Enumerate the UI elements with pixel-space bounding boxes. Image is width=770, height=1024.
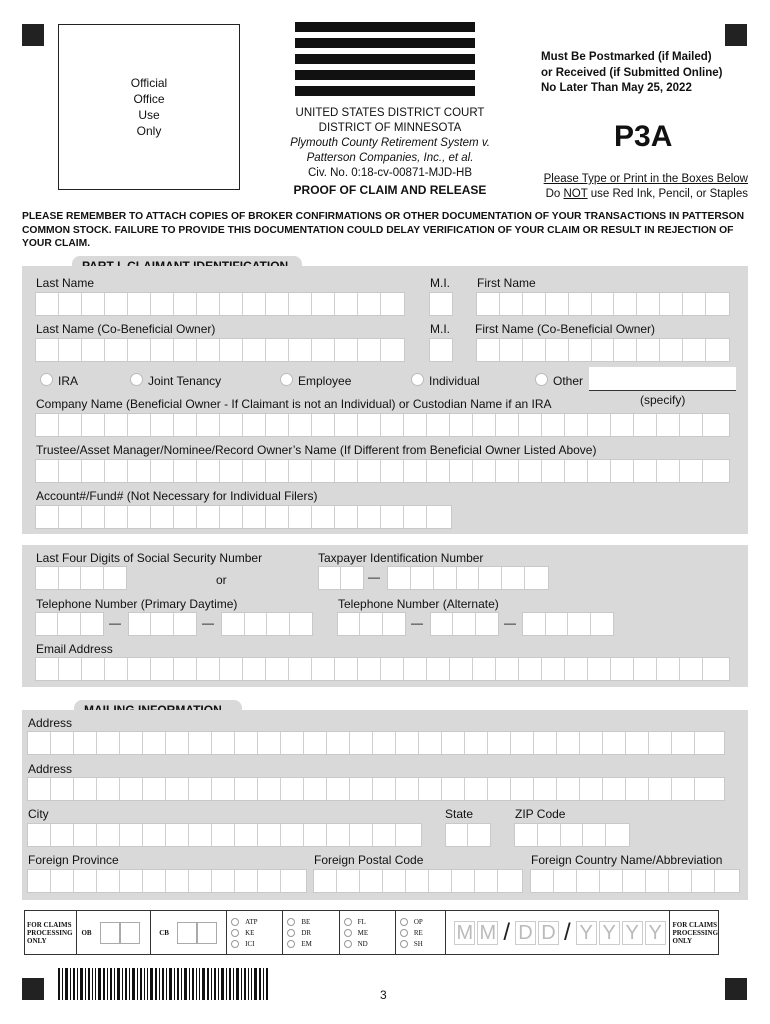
foreign-country-input[interactable] [530, 869, 740, 893]
radio-joint-tenancy[interactable] [130, 373, 143, 386]
code-checkbox[interactable] [231, 918, 239, 926]
phone-dash: — [109, 616, 121, 630]
date-slash: / [503, 918, 510, 946]
processing-label-right: FOR CLAIMS PROCESSING ONLY [672, 920, 719, 945]
mi-input[interactable] [429, 292, 453, 316]
code-label: OP [413, 917, 423, 926]
cb-label: CB [159, 928, 169, 937]
documentation-warning: PLEASE REMEMBER TO ATTACH COPIES OF BROKER CONFIRMATIONS OR OTHER DOCUMENTATION OF YOUR TRANSACTIONS IN PATTERSON COMMON STOCK. FAILURE TO PROVIDE THIS DOCUMENTATION COULD DELAY VERIFICATION OF YOUR CLAIM OR RESULT IN REJECTION OF YOUR CLAIM. [22, 211, 745, 249]
phone-alt-area[interactable] [337, 612, 406, 636]
case-caption-2: Patterson Companies, Inc., et al. [306, 152, 474, 164]
phone-alt-prefix[interactable] [430, 612, 499, 636]
code-checkbox[interactable] [400, 940, 408, 948]
registration-mark-bottom-left [22, 978, 44, 1000]
foreign-country-label: Foreign Country Name/Abbreviation [531, 853, 723, 867]
phone-dash: — [202, 616, 214, 630]
print-instruction-line: Please Type or Print in the Boxes Below [543, 173, 748, 185]
code-checkbox[interactable] [231, 940, 239, 948]
date-placeholder: Y [576, 921, 597, 945]
phone-alt-line[interactable] [522, 612, 614, 636]
date-placeholder: Y [645, 921, 666, 945]
code-label: ND [357, 939, 368, 948]
postmark-line: Must Be Postmarked (if Mailed) [541, 51, 712, 63]
tin-prefix-input[interactable] [318, 566, 364, 590]
address1-label: Address [28, 716, 73, 730]
company-name-label: Company Name (Beneficial Owner - If Claimant is not an Individual) or Custodian Name if an IRA [36, 397, 552, 411]
address2-input[interactable] [27, 777, 725, 801]
ob-cell [77, 911, 151, 954]
address1-input[interactable] [27, 731, 725, 755]
code-checkbox[interactable] [287, 918, 295, 926]
code-checkbox[interactable] [344, 929, 352, 937]
radio-joint-tenancy-label: Joint Tenancy [148, 374, 222, 388]
print-instruction-not: NOT [563, 188, 588, 200]
foreign-postal-label: Foreign Postal Code [314, 853, 424, 867]
mi-label: M.I. [430, 276, 450, 290]
ob-box[interactable] [100, 922, 120, 944]
phone-dash: — [504, 616, 516, 630]
court-heading [262, 106, 518, 198]
ob-box[interactable] [120, 922, 140, 944]
code-label: BE [301, 917, 311, 926]
code-column-4 [396, 911, 446, 954]
code-checkbox[interactable] [400, 918, 408, 926]
foreign-province-input[interactable] [27, 869, 307, 893]
radio-employee[interactable] [280, 373, 293, 386]
radio-ira-label: IRA [58, 374, 79, 388]
trustee-label: Trustee/Asset Manager/Nominee/Record Owner’s Name (If Different from Beneficial Owner Listed Above) [36, 443, 597, 457]
code-label: DR [301, 928, 312, 937]
date-placeholder: M [477, 921, 498, 945]
code-checkbox[interactable] [231, 929, 239, 937]
processing-label-left: FOR CLAIMS PROCESSING ONLY [25, 911, 77, 954]
first-name-label: First Name [477, 276, 536, 290]
office-use-line: Office [133, 92, 165, 106]
date-slash: / [563, 918, 571, 946]
form-code: P3A [614, 120, 673, 153]
code-column-1 [227, 911, 283, 954]
postmark-notice [541, 50, 722, 97]
code-checkbox[interactable] [344, 940, 352, 948]
city-input[interactable] [27, 823, 422, 847]
ssn-label: Last Four Digits of Social Security Number [36, 551, 263, 565]
company-name-input[interactable] [35, 413, 730, 437]
radio-individual[interactable] [411, 373, 424, 386]
tin-suffix-input[interactable] [387, 566, 549, 590]
specify-label: (specify) [640, 393, 686, 407]
code-label: ATP [245, 917, 258, 926]
address2-label: Address [28, 762, 73, 776]
phone-primary-label: Telephone Number (Primary Daytime) [36, 597, 238, 611]
case-caption-1: Plymouth County Retirement System v. [290, 137, 490, 149]
city-label: City [28, 807, 49, 821]
cb-box[interactable] [197, 922, 217, 944]
tin-dash: — [368, 570, 380, 584]
code-column-3 [340, 911, 396, 954]
code-label: SH [413, 939, 423, 948]
code-column-2 [283, 911, 339, 954]
radio-other-label: Other [553, 374, 584, 388]
date-placeholder: Y [599, 921, 620, 945]
processing-date-input[interactable] [446, 911, 669, 954]
cb-box[interactable] [177, 922, 197, 944]
tin-label: Taxpayer Identification Number [318, 551, 484, 565]
postmark-deadline: No Later Than May 25, 2022 [541, 82, 692, 94]
claims-processing-strip [24, 910, 719, 955]
code-checkbox[interactable] [287, 929, 295, 937]
code-label: EM [301, 939, 312, 948]
registration-mark-top-left [22, 24, 44, 46]
code-label: RE [413, 928, 423, 937]
radio-ira[interactable] [40, 373, 53, 386]
print-instructions [512, 172, 748, 202]
form-barcode [58, 968, 270, 1000]
co-first-name-input[interactable] [476, 338, 730, 362]
co-last-name-input[interactable] [35, 338, 405, 362]
radio-employee-label: Employee [298, 374, 352, 388]
state-input[interactable] [445, 823, 491, 847]
date-placeholder: D [538, 921, 559, 945]
state-label: State [445, 807, 474, 821]
phone-primary-line[interactable] [221, 612, 313, 636]
court-district: DISTRICT OF MINNESOTA [318, 122, 462, 134]
co-mi-input[interactable] [429, 338, 453, 362]
code-label: KE [245, 928, 255, 937]
zip-input[interactable] [514, 823, 630, 847]
phone-dash: — [411, 616, 423, 630]
print-instruction-prefix: Do [545, 188, 564, 200]
code-label: ICI [245, 939, 255, 948]
zip-label: ZIP Code [515, 807, 566, 821]
last-name-input[interactable] [35, 292, 405, 316]
page-number: 3 [380, 988, 387, 1002]
ob-label: OB [81, 928, 92, 937]
office-use-line: Use [138, 108, 160, 122]
date-placeholder: D [515, 921, 536, 945]
account-input[interactable] [35, 505, 452, 529]
code-label: FL [357, 917, 366, 926]
first-name-input[interactable] [476, 292, 730, 316]
email-input[interactable] [35, 657, 730, 681]
code-checkbox[interactable] [344, 918, 352, 926]
radio-individual-label: Individual [429, 374, 480, 388]
foreign-province-label: Foreign Province [28, 853, 119, 867]
co-mi-label: M.I. [430, 322, 450, 336]
code-checkbox[interactable] [400, 929, 408, 937]
other-specify-input[interactable] [589, 367, 736, 391]
foreign-postal-input[interactable] [313, 869, 523, 893]
registration-mark-bottom-right [725, 978, 747, 1000]
official-use-box [58, 24, 240, 190]
office-use-line: Only [136, 124, 162, 138]
print-instruction-suffix: use Red Ink, Pencil, or Staples [587, 188, 748, 200]
ssn-input[interactable] [35, 566, 127, 590]
code-checkbox[interactable] [287, 940, 295, 948]
civil-number: Civ. No. 0:18-cv-00871-MJD-HB [307, 167, 473, 179]
last-name-label: Last Name [36, 276, 95, 290]
co-last-name-label: Last Name (Co-Beneficial Owner) [36, 322, 216, 336]
registration-mark-top-right [725, 24, 747, 46]
code-label: ME [357, 928, 369, 937]
cb-cell [151, 911, 227, 954]
date-placeholder: M [454, 921, 475, 945]
postmark-line: or Received (if Submitted Online) [541, 66, 723, 79]
co-first-name-label: First Name (Co-Beneficial Owner) [475, 322, 656, 336]
header-bars [295, 22, 475, 102]
court-name: UNITED STATES DISTRICT COURT [295, 107, 485, 119]
phone-primary-area[interactable] [35, 612, 104, 636]
form-title: PROOF OF CLAIM AND RELEASE [293, 183, 487, 197]
or-label: or [216, 573, 227, 587]
account-label: Account#/Fund# (Not Necessary for Individual Filers) [36, 489, 318, 503]
trustee-input[interactable] [35, 459, 730, 483]
phone-alternate-label: Telephone Number (Alternate) [338, 597, 499, 611]
barcode-graphic [58, 968, 270, 1000]
email-label: Email Address [36, 642, 113, 656]
radio-other[interactable] [535, 373, 548, 386]
phone-primary-prefix[interactable] [128, 612, 197, 636]
office-use-line: Official [130, 76, 168, 90]
date-placeholder: Y [622, 921, 643, 945]
